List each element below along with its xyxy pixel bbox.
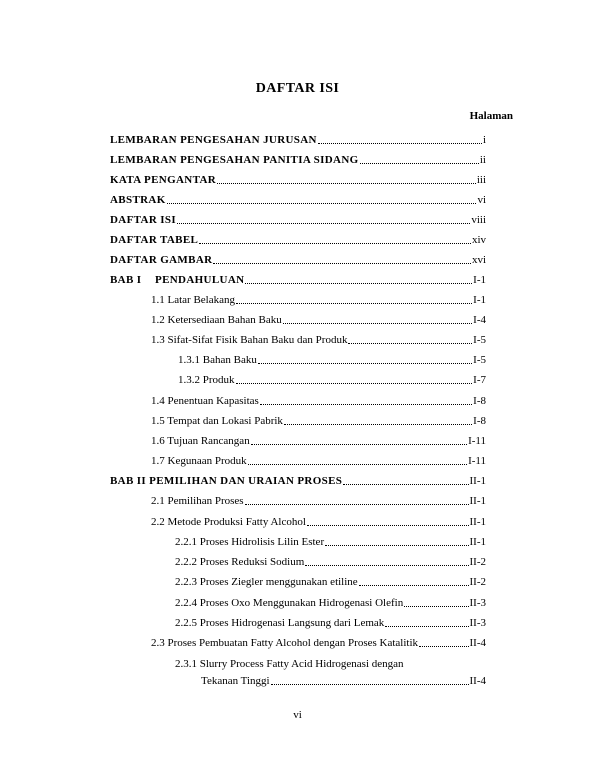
toc-page-number: vi — [477, 194, 486, 206]
toc-entry: 1.3.2 Produk I-7 — [178, 374, 486, 386]
toc-entry: 2.2.1 Proses Hidrolisis Lilin Ester II-1 — [175, 536, 486, 548]
toc-chapter-entry — [110, 271, 486, 287]
toc-page-number: I-7 — [473, 374, 486, 386]
toc-page-number: II-3 — [469, 617, 486, 629]
toc-entry: 1.5 Tempat dan Lokasi Pabrik I-8 — [151, 415, 486, 427]
toc-entry: KATA PENGANTAR iii — [110, 174, 486, 186]
toc-page-number: I-8 — [473, 395, 486, 407]
toc-page-number: II-1 — [469, 516, 486, 528]
toc-page-number: I-11 — [468, 455, 486, 467]
toc-entry: 2.3 Proses Pembuatan Fatty Alcohol dengan Proses Katalitik II-4 — [151, 637, 486, 649]
toc-entry: 1.7 Kegunaan Produk I-11 — [151, 455, 486, 467]
toc-page-number: I-11 — [468, 435, 486, 447]
toc-page-number: I-1 — [473, 294, 486, 306]
page-title: DAFTAR ISI — [255, 81, 340, 96]
toc-entry: 2.2.2 Proses Reduksi Sodium II-2 — [175, 556, 486, 568]
toc-page-number: I-1 — [473, 274, 486, 286]
toc-entry: 1.6 Tujuan Rancangan I-11 — [151, 435, 486, 447]
toc-entry-first-line: 2.3.1 Slurry Process Fatty Acid Hidrogenasi dengan — [175, 658, 404, 670]
toc-page-number: I-4 — [473, 314, 486, 326]
toc-page-number: xvi — [471, 254, 486, 266]
toc-entry: 1.1 Latar Belakang I-1 — [151, 294, 486, 306]
toc-page-number: I-5 — [473, 334, 486, 346]
toc-page-number: ii — [479, 154, 486, 166]
toc-entry: DAFTAR ISI viii — [110, 214, 486, 226]
toc-entry: DAFTAR GAMBAR xvi — [110, 254, 486, 266]
toc-entry: LEMBARAN PENGESAHAN PANITIA SIDANG ii — [110, 154, 486, 166]
toc-page-number: II-3 — [469, 597, 486, 609]
toc-entry: 1.2 Ketersediaan Bahan Baku I-4 — [151, 314, 486, 326]
toc-entry: 2.2 Metode Produksi Fatty Alcohol II-1 — [151, 516, 486, 528]
page-column-header: Halaman — [469, 110, 513, 122]
toc-page-number: II-2 — [469, 556, 486, 568]
toc-entry: 2.2.5 Proses Hidrogenasi Langsung dari Lemak II-3 — [175, 617, 486, 629]
toc-page-number: iii — [476, 174, 486, 186]
chapter-title: PENDAHULUAN — [155, 274, 245, 286]
toc-page-number: II-2 — [469, 576, 486, 588]
toc-page-number: viii — [471, 214, 486, 226]
toc-page-number: II-1 — [469, 536, 486, 548]
toc-page-number: II-1 — [469, 495, 486, 507]
toc-entry: 2.2.3 Proses Ziegler menggunakan etiline II-2 — [175, 576, 486, 588]
toc-page-number: II-4 — [469, 675, 486, 687]
toc-page-number: i — [482, 134, 486, 146]
toc-page-number: II-4 — [469, 637, 486, 649]
toc-entry: 1.3 Sifat-Sifat Fisik Bahan Baku dan Produk I-5 — [151, 334, 486, 346]
toc-entry: 2.1 Pemilihan Proses II-1 — [151, 495, 486, 507]
toc-page-number: I-8 — [473, 415, 486, 427]
toc-entry: 1.3.1 Bahan Baku I-5 — [178, 354, 486, 366]
chapter-number: BAB I — [110, 274, 142, 286]
toc-entry: 2.2.4 Proses Oxo Menggunakan Hidrogenasi Olefin II-3 — [175, 597, 486, 609]
toc-entry: 1.4 Penentuan Kapasitas I-8 — [151, 395, 486, 407]
toc-entry: ABSTRAK vi — [110, 194, 486, 206]
toc-page-number: I-5 — [473, 354, 486, 366]
toc-entry: Tekanan Tinggi II-4 — [201, 675, 486, 687]
toc-page-number: xiv — [471, 234, 486, 246]
toc-entry: LEMBARAN PENGESAHAN JURUSAN i — [110, 134, 486, 146]
toc-entry: DAFTAR TABEL xiv — [110, 234, 486, 246]
page-number: vi — [293, 709, 302, 721]
toc-page-number: II-1 — [469, 475, 486, 487]
toc-chapter-entry: BAB II PEMILIHAN DAN URAIAN PROSES II-1 — [110, 475, 486, 487]
